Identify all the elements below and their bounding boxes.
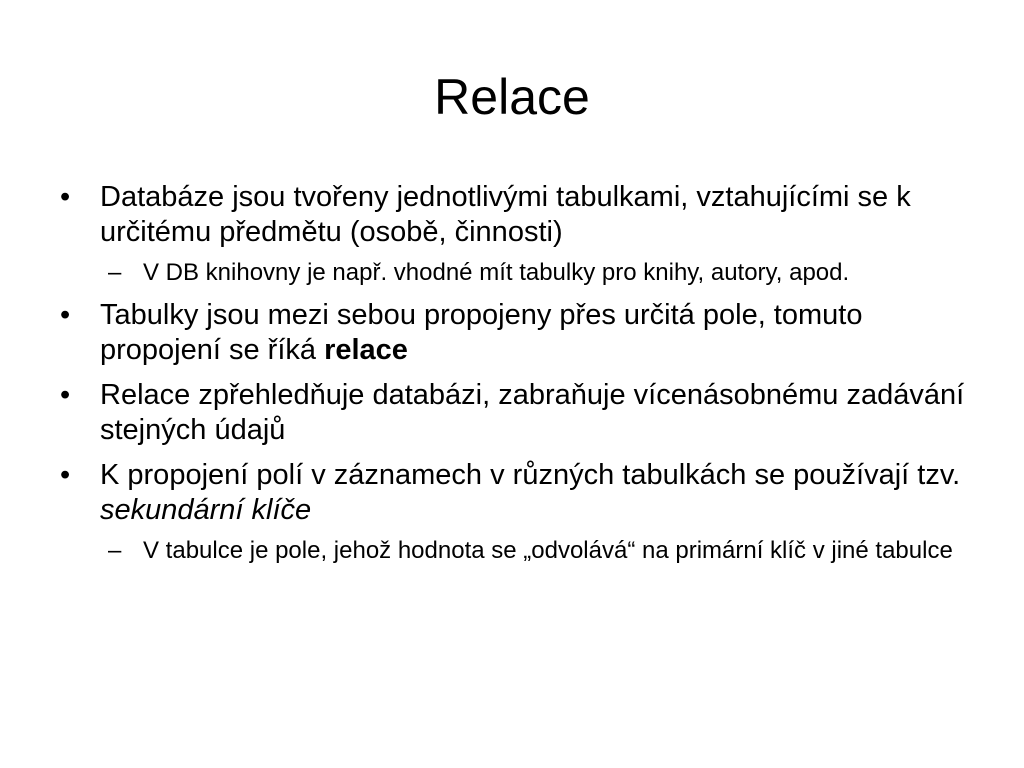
italic-term: sekundární klíče xyxy=(100,494,312,526)
sub-bullet-text: V tabulce je pole, jehož hodnota se „odvolává“ na primární klíč v jiné tabulce xyxy=(143,537,953,564)
bold-term: relace xyxy=(324,334,408,366)
bullet-item xyxy=(56,458,976,528)
bullet-icon: • xyxy=(60,459,71,491)
bullet-icon: • xyxy=(60,181,71,213)
sub-bullet-item xyxy=(56,536,976,566)
bullet-list xyxy=(56,180,976,576)
dash-icon: – xyxy=(108,259,122,286)
bullet-text: K propojení polí v záznamech v různých tabulkách se používají tzv. xyxy=(100,459,961,491)
dash-icon: – xyxy=(108,537,122,564)
slide-title: Relace xyxy=(434,69,590,125)
bullet-text: Tabulky jsou mezi sebou propojeny přes určitá pole, tomuto propojení se říká xyxy=(100,299,863,366)
bullet-item xyxy=(56,298,976,368)
bullet-text: Databáze jsou tvořeny jednotlivými tabulkami, vztahujícími se k určitému předmětu (osobě, činnosti) xyxy=(100,181,911,248)
bullet-icon: • xyxy=(60,379,71,411)
bullet-item xyxy=(56,180,976,250)
bullet-item xyxy=(56,378,976,448)
sub-bullet-item xyxy=(56,258,976,288)
bullet-text: Relace zpřehledňuje databázi, zabraňuje vícenásobnému zadávání stejných údajů xyxy=(100,379,965,446)
bullet-icon: • xyxy=(60,299,71,331)
sub-bullet-text: V DB knihovny je např. vhodné mít tabulky pro knihy, autory, apod. xyxy=(143,259,850,286)
